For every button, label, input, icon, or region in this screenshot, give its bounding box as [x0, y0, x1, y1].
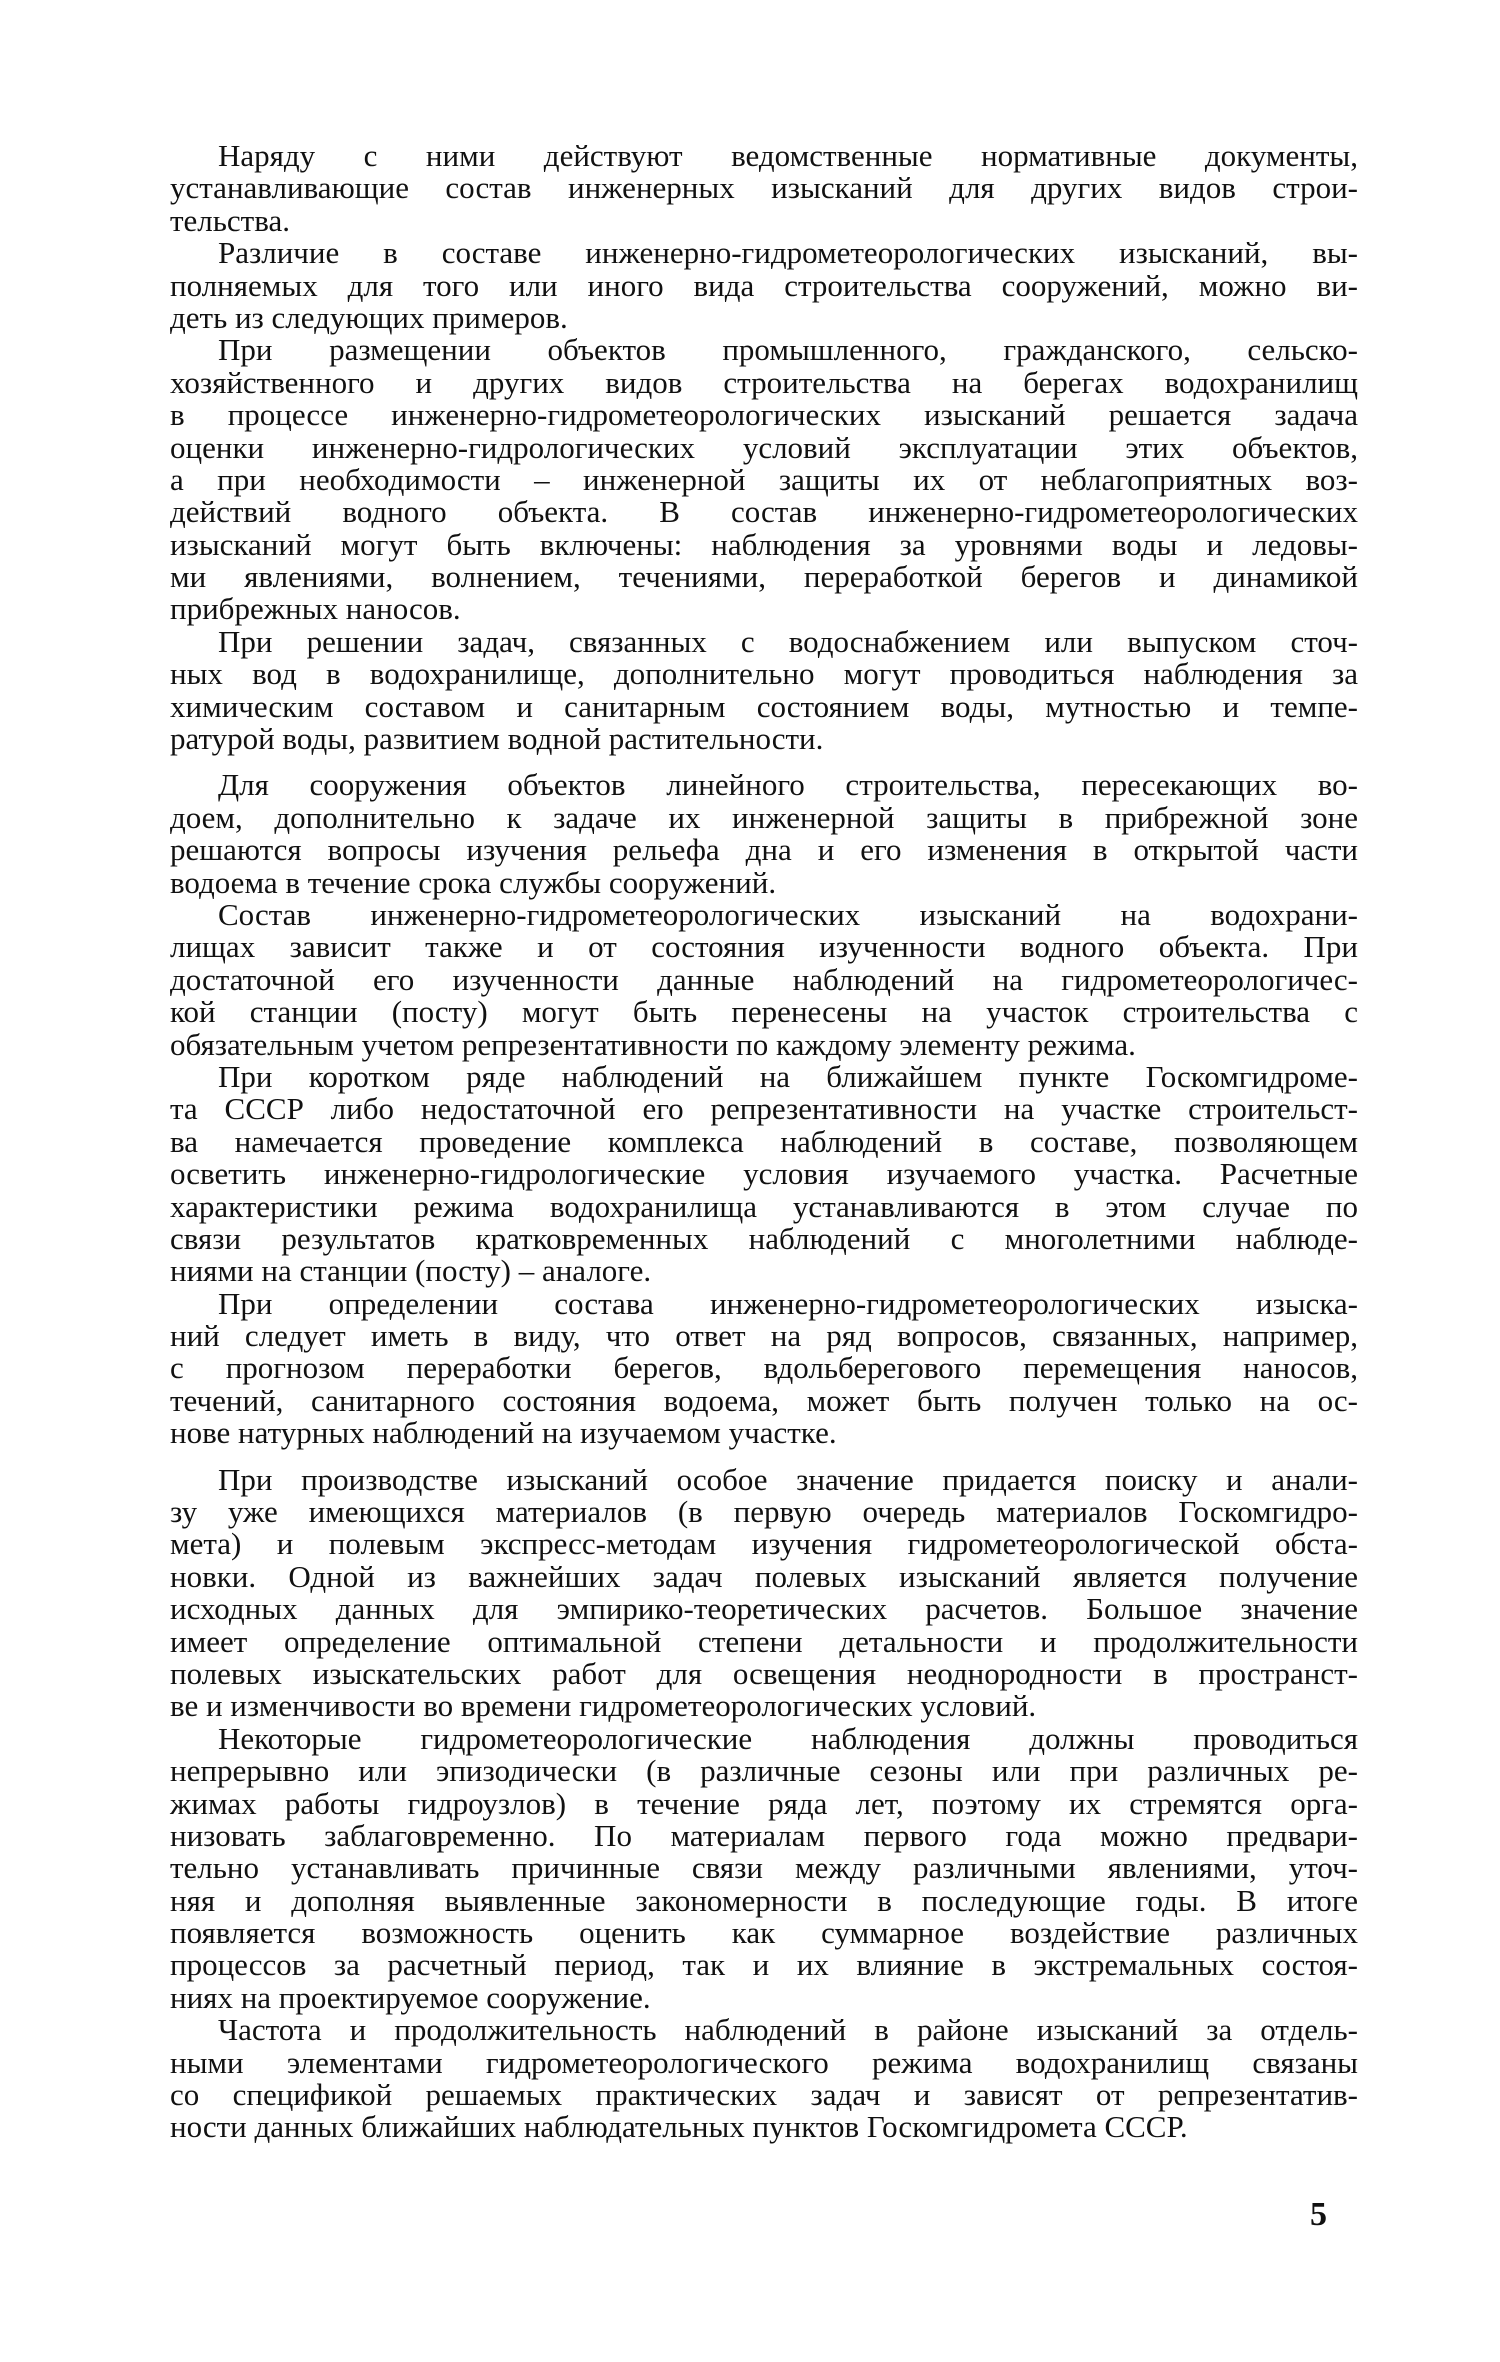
- text-line: тельно устанавливать причинные связи между различными явлениями, уточ-: [170, 1850, 1358, 1886]
- text-line: водоема в течение срока службы сооружений.: [170, 864, 777, 900]
- text-line: Наряду с ними действуют ведомственные нормативные документы,: [218, 138, 1358, 173]
- text-line: устанавливающие состав инженерных изысканий для других видов строи-: [170, 170, 1358, 206]
- text-line: ва намечается проведение комплекса наблюдений в составе, позволяющем: [170, 1123, 1358, 1159]
- text-line: имеет определение оптимальной степени детальности и продолжительности: [170, 1623, 1358, 1659]
- text-line: течений, санитарного состояния водоема, может быть получен только на ос-: [170, 1382, 1358, 1418]
- text-line: При размещении объектов промышленного, гражданского, сельско-: [218, 332, 1358, 368]
- text-line: характеристики режима водохранилища устанавливаются в этом случае по: [170, 1188, 1358, 1224]
- text-line: осветить инженерно-гидрологические условия изучаемого участка. Расчетные: [170, 1156, 1358, 1192]
- text-line: та СССР либо недостаточной его репрезентативности на участке строительст-: [170, 1091, 1358, 1127]
- text-line: ратурой воды, развитием водной растительности.: [170, 721, 824, 757]
- text-line: ве и изменчивости во времени гидрометеорологических условий.: [170, 1688, 1037, 1724]
- text-line: При определении состава инженерно-гидрометеорологических изыска-: [218, 1285, 1358, 1321]
- text-line: При решении задач, связанных с водоснабжением или выпуском сточ-: [218, 623, 1358, 659]
- text-line: мета) и полевым экспресс-методам изучения гидрометеорологической обста-: [170, 1526, 1358, 1562]
- text-line: кой станции (посту) могут быть перенесены на участок строительства с: [170, 994, 1358, 1030]
- text-line: доем, дополнительно к задаче их инженерной защиты в прибрежной зоне: [170, 799, 1358, 835]
- text-line: в процессе инженерно-гидрометеорологических изысканий решается задача: [170, 397, 1358, 433]
- paragraph: [170, 896, 1358, 1062]
- paragraph: [170, 2014, 1358, 2144]
- paragraph: [170, 1720, 1358, 2015]
- paragraph: [170, 1058, 1358, 1289]
- text-line: изысканий могут быть включены: наблюдения за уровнями воды и ледовы-: [170, 526, 1358, 562]
- text-line: действий водного объекта. В состав инженерно-гидрометеорологических: [170, 494, 1358, 530]
- page-number: 5: [1310, 2196, 1327, 2233]
- text-line: новки. Одной из важнейших задач полевых изысканий является получение: [170, 1558, 1358, 1594]
- text-line: При коротком ряде наблюдений на ближайшем пункте Госкомгидроме-: [218, 1058, 1358, 1094]
- text-line: тельства.: [170, 202, 290, 238]
- text-line: Различие в составе инженерно-гидрометеорологических изысканий, вы-: [218, 235, 1358, 271]
- text-line: лищах зависит также и от состояния изученности водного объекта. При: [170, 929, 1358, 965]
- text-line: няя и дополняя выявленные закономерности в последующие годы. В итоге: [170, 1882, 1358, 1918]
- text-line: Некоторые гидрометеорологические наблюдения должны проводиться: [218, 1720, 1358, 1756]
- text-line: исходных данных для эмпирико-теоретических расчетов. Большое значение: [170, 1591, 1358, 1627]
- text-line: низовать заблаговременно. По материалам первого года можно предвари-: [170, 1817, 1358, 1853]
- text-line: деть из следующих примеров.: [170, 299, 568, 335]
- text-line: связи результатов кратковременных наблюдений с многолетними наблюде-: [170, 1220, 1358, 1256]
- text-line: ности данных ближайших наблюдательных пунктов Госкомгидромета СССР.: [170, 2109, 1188, 2145]
- paragraph: [170, 1285, 1358, 1451]
- text-line: обязательным учетом репрезентативности по каждому элементу режима.: [170, 1026, 1136, 1062]
- text-line: полняемых для того или иного вида строительства сооружений, можно ви-: [170, 267, 1358, 303]
- text-line: ний следует иметь в виду, что ответ на ряд вопросов, связанных, например,: [170, 1318, 1358, 1354]
- text-line: оценки инженерно-гидрологических условий эксплуатации этих объектов,: [170, 429, 1358, 465]
- text-line: непрерывно или эпизодически (в различные сезоны или при различных ре-: [170, 1753, 1358, 1789]
- text-line: хозяйственного и других видов строительства на берегах водохранилищ: [170, 364, 1358, 400]
- text-line: химическим составом и санитарным состоянием воды, мутностью и темпе-: [170, 688, 1358, 724]
- paragraph: [170, 1461, 1358, 1724]
- text-line: ниями на станции (посту) – аналоге.: [170, 1253, 652, 1289]
- text-line: со спецификой решаемых практических задач и зависят от репрезентатив-: [170, 2077, 1358, 2113]
- paragraph: [170, 237, 1358, 334]
- text-line: полевых изыскательских работ для освещения неоднородности в пространст-: [170, 1655, 1358, 1691]
- text-line: появляется возможность оценить как суммарное воздействие различных: [170, 1915, 1358, 1951]
- text-line: с прогнозом переработки берегов, вдольберегового перемещения наносов,: [170, 1350, 1358, 1386]
- text-line: процессов за расчетный период, так и их влияние в экстремальных состоя-: [170, 1947, 1358, 1983]
- text-line: жимах работы гидроузлов) в течение ряда лет, поэтому их стремятся орга-: [170, 1785, 1358, 1821]
- text-line: ми явлениями, волнением, течениями, переработкой берегов и динамикой: [170, 559, 1358, 595]
- paragraph: [170, 623, 1358, 757]
- text-line: ниях на проектируемое сооружение.: [170, 1979, 651, 2015]
- document-body: [170, 140, 1358, 2144]
- text-line: зу уже имеющихся материалов (в первую очередь материалов Госкомгидро-: [170, 1494, 1358, 1530]
- text-line: При производстве изысканий особое значение придается поиску и анали-: [218, 1461, 1358, 1497]
- text-line: нове натурных наблюдений на изучаемом участке.: [170, 1415, 837, 1451]
- text-line: ных вод в водохранилище, дополнительно могут проводиться наблюдения за: [170, 656, 1358, 692]
- paragraph: [170, 769, 1358, 899]
- paragraph: [170, 140, 1358, 237]
- paragraph: [170, 334, 1358, 626]
- text-line: Для сооружения объектов линейного строительства, пересекающих во-: [218, 767, 1358, 803]
- text-line: Частота и продолжительность наблюдений в районе изысканий за отдель-: [218, 2012, 1358, 2048]
- text-line: решаются вопросы изучения рельефа дна и его изменения в открытой части: [170, 832, 1358, 868]
- text-line: ными элементами гидрометеорологического режима водохранилищ связаны: [170, 2044, 1358, 2080]
- text-line: достаточной его изученности данные наблюдений на гидрометеорологичес-: [170, 961, 1358, 997]
- text-line: а при необходимости – инженерной защиты их от неблагоприятных воз-: [170, 461, 1358, 497]
- text-line: Состав инженерно-гидрометеорологических изысканий на водохрани-: [218, 896, 1358, 932]
- text-line: прибрежных наносов.: [170, 591, 461, 627]
